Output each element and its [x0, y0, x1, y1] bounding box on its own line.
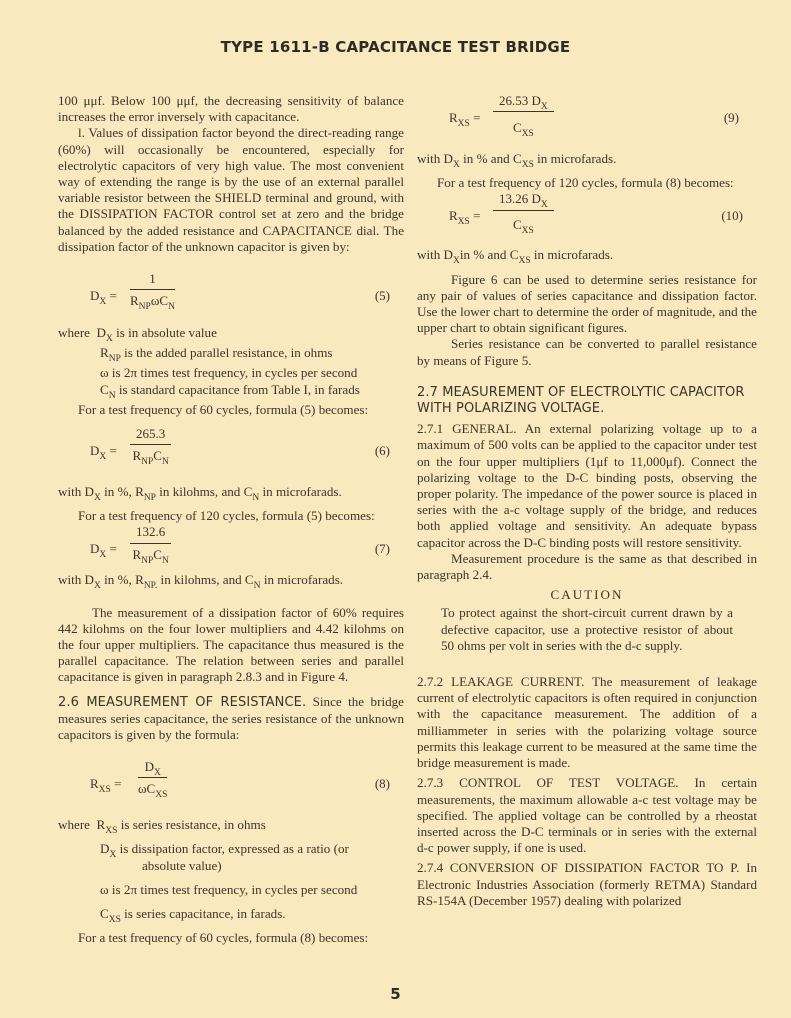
paragraph: For a test frequency of 60 cycles, formula (5) becomes: [78, 401, 369, 417]
paragraph: For a test frequency of 120 cycles, formula (5) becomes: [78, 508, 375, 524]
paragraph: l. Values of dissipation factor beyond the direct-reading range (60%) will occasionally be encountered, especially for electrolytic capacitors of very high value. The most convenient way of extending the range is by the use of an external parallel variable resistor between the SHIELD terminal and ground, with the DISSIPATION FACTOR control set at zero and the bridge balanced by the added resistance and CAPACITANCE dial. The dissipation factor of the unknown capacitor is given by: [58, 125, 404, 254]
definition: where $D_X$ is in absolute value [58, 325, 217, 345]
paragraph: with $D_X$ in % and $C_{XS}$ in microfarads. [417, 151, 617, 170]
equation-5 [58, 271, 404, 321]
equation-number: (8) [374, 776, 390, 792]
caution-body: To protect against the short-circuit current drawn by a defective capacitor, use a protective resistor of about 50 ohms per volt in series with the d-c supply. [441, 605, 733, 653]
equation-10: $R_{XS}$ = 13.26 $D_X$ $C_{XS}$ (10) [449, 191, 743, 236]
definition: ω is 2π times test frequency, in cycles per second [100, 881, 358, 897]
equation-number: (10) [721, 208, 743, 224]
page-number: 5 [390, 985, 401, 1003]
section-heading: 2.6 MEASUREMENT OF RESISTANCE. [58, 694, 307, 710]
paragraph: 2.7.4 CONVERSION OF DISSIPATION FACTOR TO P. In Electronic Industries Association (formerly RETMA) Standard RS-154A (December 1957) dealing with polarized [417, 860, 757, 908]
paragraph: The measurement of a dissipation factor of 60% requires 442 kilohms on the four lower multipliers and 4.42 kilohms on the four upper multipliers. The capacitance thus measured is the parallel capacitance. The relation between series and parallel capacitance is given in paragraph 2.8.3 and in Figure 4. [58, 604, 404, 685]
definition: ω is 2π times test frequency, in cycles per second [100, 365, 358, 381]
paragraph: with $D_X$ in %, $R_{NP}$ in kilohms, and $C_N$ in microfarads. [58, 484, 342, 504]
definition: $C_{XS}$ is series capacitance, in farads. [100, 906, 286, 926]
equation-fraction: 1 $R_{NP}\omega C_N$ [130, 271, 175, 313]
definition: $R_{NP}$ is the added parallel resistance, in ohms [100, 345, 333, 365]
page-title: TYPE 1611-B CAPACITANCE TEST BRIDGE [220, 38, 571, 56]
paragraph: Measurement procedure is the same as that described in paragraph 2.4. [417, 550, 757, 583]
paragraph: For a test frequency of 120 cycles, formula (8) becomes: [437, 175, 734, 191]
equation-9: $R_{XS}$ = 26.53 $D_X$ $C_{XS}$ (9) [449, 93, 739, 140]
paragraph: 100 μμf. Below 100 μμf, the decreasing sensitivity of balance increases the error inversely with capacitance. [58, 93, 404, 125]
equation-number: (7) [374, 541, 390, 557]
paragraph: Figure 6 can be used to determine series resistance for any pair of values of series capacitance and dissipation factor. Use the lower chart to determine the order of magnitude, and the upper chart to obtain significant figures. [417, 271, 757, 336]
section-2-6: 2.6 MEASUREMENT OF RESISTANCE. Since the bridge measures series capacitance, the series resistance of the unknown capacitors is given by the formula: [58, 693, 404, 743]
paragraph: For a test frequency of 60 cycles, formula (8) becomes: [78, 930, 369, 946]
equation-number: (5) [374, 288, 390, 304]
paragraph: 2.7.2 LEAKAGE CURRENT. The measurement of leakage current of electrolytic capacitors is often required in conjunction with the capacitance measurement. The addition of a milliammeter in series with the polarizing voltage source permits this leakage current to be measured at the same time the bridge measurement is made. [417, 674, 757, 771]
right-column [417, 93, 757, 909]
equation-8: $R_{XS}$ = $D_X$ $\omega C_{XS}$ (8) [90, 759, 390, 801]
paragraph: 2.7.1 GENERAL. An external polarizing voltage up to a maximum of 500 volts can be applied to the capacitor under test on the four upper multipliers (1μf to 11,000μf). Connect the polarizing voltage to the D-C binding posts, observing the proper polarity. The impedance of the power source is placed in series with the a-c voltage supply of the bridge, and reduces both applied voltage and sensitivity. An adequate bypass capacitor across the D-C binding posts will restore sensitivity. [417, 421, 757, 550]
equation-number: (6) [374, 443, 390, 459]
paragraph: Series resistance can be converted to parallel resistance by means of Figure 5. [417, 336, 757, 368]
paragraph: with $D_Xin$ % and $C_{XS}$ in microfarads. [417, 247, 614, 267]
definition: where $R_{XS}$ is series resistance, in ohms [58, 817, 266, 837]
left-column [58, 93, 404, 947]
equation-number: (9) [723, 110, 739, 125]
definition: $D_X$ is dissipation factor, expressed as a ratio (or [100, 841, 349, 861]
paragraph: 2.7.3 CONTROL OF TEST VOLTAGE. In certain measurements, the maximum allowable a-c test voltage may be specified. The applied voltage can be controlled by a rheostat inserted across the D-C terminals or in series with the external d-c power supply, if one is used. [417, 775, 757, 856]
equation-lhs: $D_X$ = [90, 288, 117, 308]
definition: $C_N$ is standard capacitance from Table I, in farads [100, 381, 360, 401]
caution-title: CAUTION [550, 587, 624, 603]
definition-continuation: absolute value) [142, 857, 222, 873]
equation-6: $D_X$ = 265.3 $R_{NP}C_N$ (6) [90, 426, 390, 468]
section-heading: 2.7 MEASUREMENT OF ELECTROLYTIC CAPACITOR WITH POLARIZING VOLTAGE. [417, 384, 745, 417]
equation-7: $D_X$ = 132.6 $R_{NP}C_N$ (7) [90, 524, 390, 566]
paragraph: with $D_X$ in %, $R_{NP.}$ in kilohms, and $C_N$ in microfarads. [58, 572, 344, 592]
